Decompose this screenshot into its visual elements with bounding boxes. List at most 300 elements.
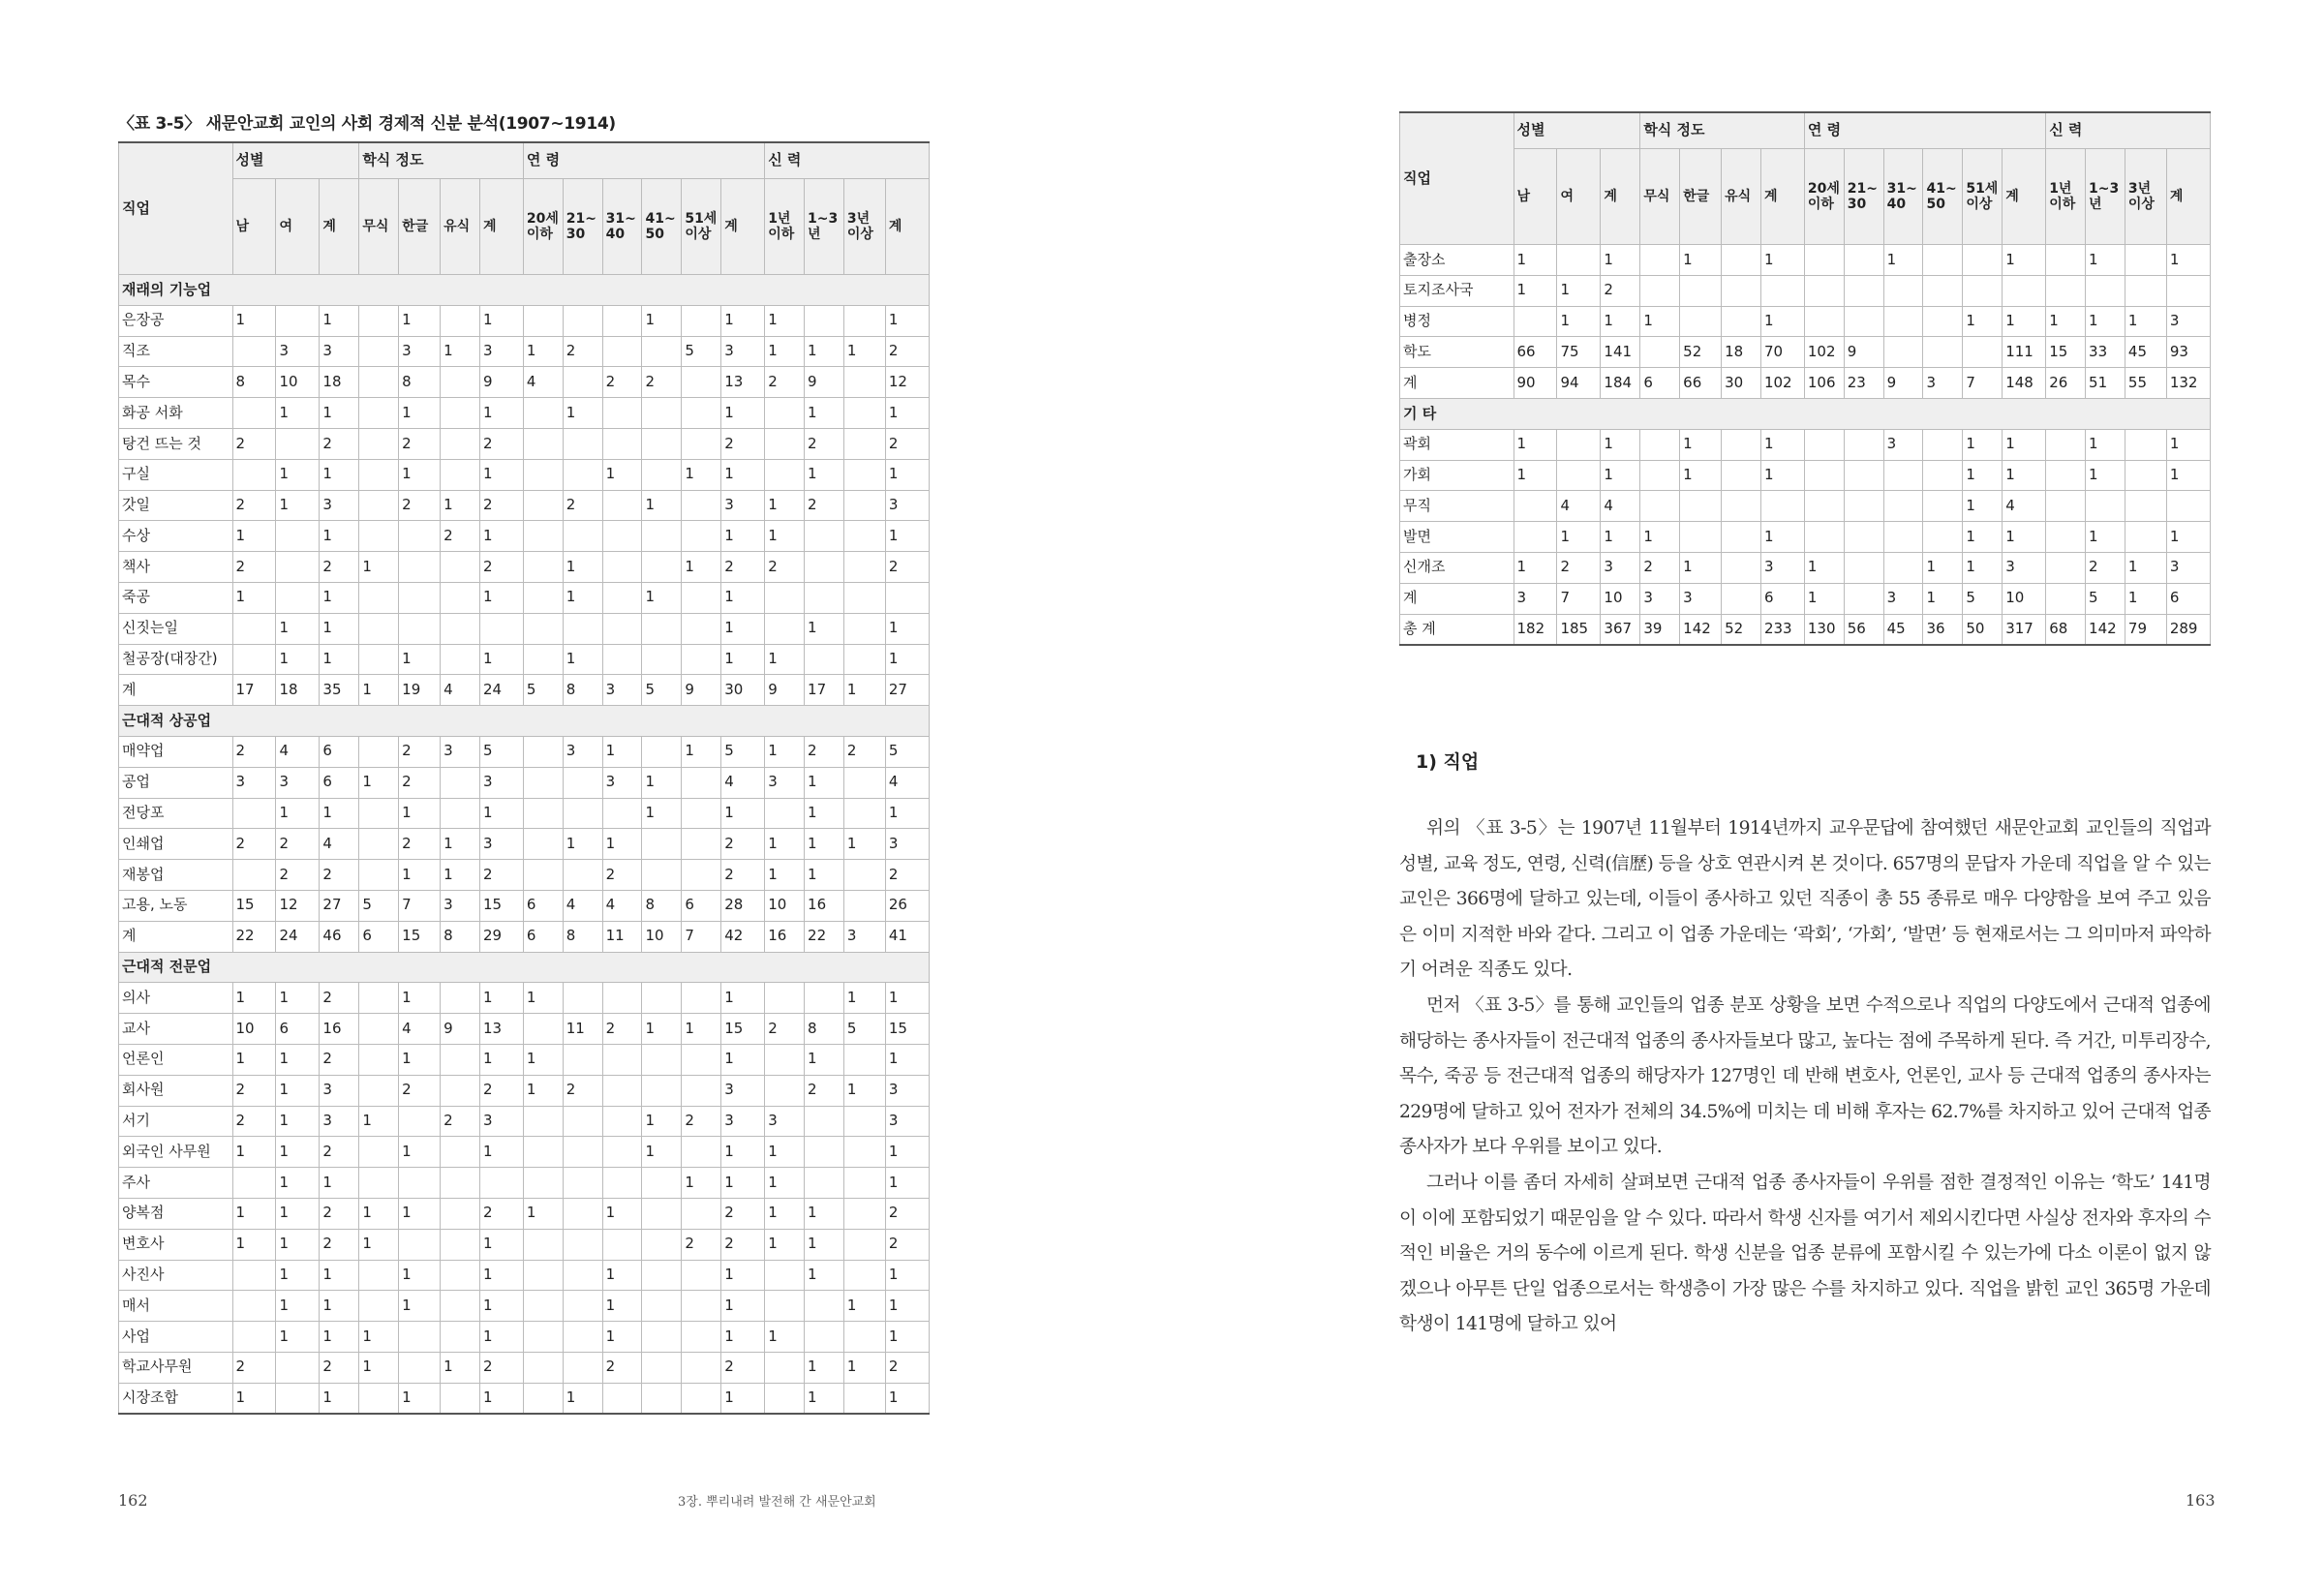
table-cell: 2 xyxy=(399,829,441,860)
table-cell: 1 xyxy=(1760,522,1804,553)
table-cell xyxy=(1722,522,1761,553)
table-cell xyxy=(359,983,399,1014)
table-cell: 2 xyxy=(399,490,441,521)
table-cell xyxy=(843,459,885,490)
table-cell xyxy=(441,552,480,583)
header-gender: 성별 xyxy=(232,142,359,179)
header-label: 계 xyxy=(1763,189,1778,204)
table-cell: 90 xyxy=(1514,368,1557,399)
table-cell xyxy=(399,1322,441,1353)
table-cell: 10 xyxy=(642,921,682,952)
table-cell xyxy=(805,1322,844,1353)
table-cell: 4 xyxy=(399,1014,441,1045)
table-cell xyxy=(563,1198,602,1229)
header-sum xyxy=(885,179,929,275)
table-cell: 1 xyxy=(1760,245,1804,276)
table-cell: 2 xyxy=(232,1352,276,1383)
table-cell xyxy=(523,1352,563,1383)
table-cell xyxy=(765,1260,805,1291)
table-row xyxy=(119,829,930,860)
table-cell xyxy=(843,1168,885,1199)
section-row xyxy=(119,706,930,737)
table-row xyxy=(119,582,930,613)
table-cell: 1 xyxy=(479,398,523,429)
table-cell: 1 xyxy=(1601,245,1640,276)
table-cell xyxy=(1844,522,1883,553)
table-cell xyxy=(843,1137,885,1168)
table-cell: 3 xyxy=(1883,583,1923,614)
table-cell: 1 xyxy=(885,1137,929,1168)
table-cell: 3 xyxy=(563,736,602,767)
table-cell: 1 xyxy=(276,1137,320,1168)
header-label: 계 xyxy=(2169,189,2184,204)
table-cell: 1 xyxy=(721,1168,765,1199)
header-job: 직업 xyxy=(1400,112,1514,245)
table-cell xyxy=(843,305,885,336)
table-cell: 2 xyxy=(721,428,765,459)
table-row xyxy=(119,644,930,675)
header-age4 xyxy=(1923,149,1963,245)
table-cell: 3 xyxy=(479,829,523,860)
row-label: 병정 xyxy=(1400,306,1514,337)
table-cell xyxy=(682,1291,721,1322)
table-row xyxy=(119,1106,930,1137)
table-cell xyxy=(682,1137,721,1168)
table-cell xyxy=(642,1322,682,1353)
table-cell: 2 xyxy=(805,1075,844,1106)
table-cell xyxy=(843,644,885,675)
table-cell: 1 xyxy=(1680,429,1722,460)
table-row xyxy=(119,613,930,644)
table-cell xyxy=(359,1168,399,1199)
table-cell: 41 xyxy=(885,921,929,952)
table-cell xyxy=(1804,245,1844,276)
table-cell: 1 xyxy=(359,1229,399,1260)
table-cell: 1 xyxy=(2003,245,2046,276)
table-cell: 1 xyxy=(602,736,642,767)
table-row xyxy=(119,1322,930,1353)
table-cell: 2 xyxy=(320,428,359,459)
table-row xyxy=(1400,245,2211,276)
table-cell: 1 xyxy=(1680,460,1722,491)
table-cell: 1 xyxy=(276,1291,320,1322)
table-row xyxy=(1400,491,2211,522)
table-cell: 111 xyxy=(2003,337,2046,368)
table-cell: 142 xyxy=(2086,614,2125,645)
table-cell xyxy=(1883,552,1923,583)
table-cell: 2 xyxy=(721,1198,765,1229)
table-cell: 1 xyxy=(843,1352,885,1383)
table-cell xyxy=(843,1106,885,1137)
table-cell: 130 xyxy=(1804,614,1844,645)
table-row xyxy=(1400,614,2211,645)
table-cell: 1 xyxy=(563,829,602,860)
table-cell: 2 xyxy=(721,1352,765,1383)
table-cell: 1 xyxy=(1963,522,2003,553)
table-cell: 4 xyxy=(885,767,929,798)
header-label: 여 xyxy=(1560,189,1574,204)
table-row xyxy=(1400,552,2211,583)
table-cell: 2 xyxy=(682,1106,721,1137)
table-cell: 1 xyxy=(885,1168,929,1199)
table-row xyxy=(119,890,930,921)
table-cell: 1 xyxy=(276,490,320,521)
row-label: 직조 xyxy=(119,336,233,367)
table-cell: 3 xyxy=(441,736,480,767)
table-row xyxy=(1400,275,2211,306)
table-cell: 1 xyxy=(399,798,441,829)
table-cell: 28 xyxy=(721,890,765,921)
header-sum xyxy=(1760,149,1804,245)
table-cell: 1 xyxy=(1640,306,1680,337)
table-cell: 1 xyxy=(2086,522,2125,553)
table-cell: 26 xyxy=(2046,368,2086,399)
table-cell: 1 xyxy=(805,1044,844,1075)
table-cell: 2 xyxy=(320,860,359,891)
table-cell: 1 xyxy=(721,521,765,552)
table-cell: 1 xyxy=(276,1168,320,1199)
table-cell xyxy=(642,1168,682,1199)
table-cell: 3 xyxy=(320,1075,359,1106)
table-cell: 2 xyxy=(805,736,844,767)
table-cell xyxy=(765,1291,805,1322)
table-cell xyxy=(602,428,642,459)
table-cell: 1 xyxy=(682,1168,721,1199)
header-label: 41~50 xyxy=(1926,181,1957,212)
table-cell xyxy=(1963,245,2003,276)
table-cell: 10 xyxy=(1601,583,1640,614)
table-cell: 93 xyxy=(2166,337,2210,368)
table-cell: 6 xyxy=(1640,368,1680,399)
table-cell: 5 xyxy=(721,736,765,767)
table-cell: 1 xyxy=(721,1044,765,1075)
table-cell: 1 xyxy=(721,644,765,675)
table-cell xyxy=(523,1137,563,1168)
table-cell xyxy=(1722,552,1761,583)
table-cell: 18 xyxy=(320,367,359,398)
table-cell xyxy=(441,1137,480,1168)
table-cell: 4 xyxy=(1557,491,1601,522)
table-cell xyxy=(682,613,721,644)
page-number-right: 163 xyxy=(2186,1491,2216,1510)
table-cell: 3 xyxy=(2166,552,2210,583)
table-cell: 1 xyxy=(479,305,523,336)
table-cell xyxy=(399,552,441,583)
table-cell: 1 xyxy=(2003,429,2046,460)
table-cell xyxy=(1640,275,1680,306)
table-cell: 10 xyxy=(765,890,805,921)
table-cell xyxy=(441,1260,480,1291)
table-cell: 1 xyxy=(523,983,563,1014)
table-cell: 2 xyxy=(441,521,480,552)
table-row xyxy=(119,336,930,367)
table-cell: 1 xyxy=(765,1168,805,1199)
table-cell: 2 xyxy=(276,860,320,891)
table-cell xyxy=(441,398,480,429)
table-cell xyxy=(642,552,682,583)
row-label: 토지조사국 xyxy=(1400,275,1514,306)
header-label: 계 xyxy=(2005,189,2019,204)
table-cell: 5 xyxy=(642,675,682,706)
table-cell xyxy=(523,582,563,613)
table-cell: 1 xyxy=(843,983,885,1014)
table-cell xyxy=(563,1352,602,1383)
table-cell: 1 xyxy=(885,1044,929,1075)
table-cell xyxy=(441,798,480,829)
table-cell: 3 xyxy=(602,767,642,798)
table-cell: 1 xyxy=(320,613,359,644)
table-cell: 1 xyxy=(1923,552,1963,583)
table-cell xyxy=(359,1383,399,1414)
table-cell: 1 xyxy=(765,1322,805,1353)
table-cell: 11 xyxy=(563,1014,602,1045)
table-cell xyxy=(523,1229,563,1260)
header-label: 3년이상 xyxy=(846,211,873,242)
header-label: 유식 xyxy=(443,219,471,234)
row-label: 학교사무원 xyxy=(119,1352,233,1383)
table-cell: 16 xyxy=(320,1014,359,1045)
table-row xyxy=(119,1137,930,1168)
table-cell xyxy=(642,1044,682,1075)
table-cell xyxy=(2046,552,2086,583)
table-cell: 1 xyxy=(2003,522,2046,553)
table-cell xyxy=(843,521,885,552)
table-cell xyxy=(359,428,399,459)
table-cell: 9 xyxy=(1844,337,1883,368)
header-age2 xyxy=(1844,149,1883,245)
table-cell xyxy=(232,1168,276,1199)
table-cell xyxy=(523,1322,563,1353)
table-cell xyxy=(2086,275,2125,306)
table-cell: 9 xyxy=(441,1014,480,1045)
table-cell xyxy=(602,398,642,429)
table-cell: 148 xyxy=(2003,368,2046,399)
table-cell: 18 xyxy=(276,675,320,706)
table-cell: 1 xyxy=(682,459,721,490)
header-label: 무식 xyxy=(1643,189,1670,204)
table-cell: 29 xyxy=(479,921,523,952)
table-cell xyxy=(441,582,480,613)
table-cell: 51 xyxy=(2086,368,2125,399)
table-cell: 3 xyxy=(276,336,320,367)
section-label: 근대적 상공업 xyxy=(119,706,930,737)
table-cell: 24 xyxy=(276,921,320,952)
table-cell xyxy=(682,1260,721,1291)
table-cell xyxy=(765,1044,805,1075)
table-cell xyxy=(1514,306,1557,337)
header-label: 1~3년 xyxy=(2089,181,2120,212)
table-cell: 3 xyxy=(441,890,480,921)
row-label: 계 xyxy=(1400,368,1514,399)
header-female xyxy=(276,179,320,275)
header-row xyxy=(1400,149,2211,245)
table-cell xyxy=(602,1075,642,1106)
header-age2 xyxy=(563,179,602,275)
table-cell xyxy=(441,1229,480,1260)
table-cell: 35 xyxy=(320,675,359,706)
table-cell xyxy=(1844,306,1883,337)
table-cell xyxy=(602,798,642,829)
table-cell: 1 xyxy=(805,613,844,644)
table-cell: 1 xyxy=(805,1198,844,1229)
table-cell xyxy=(1844,491,1883,522)
header-label: 무식 xyxy=(362,219,389,234)
table-cell xyxy=(1680,491,1722,522)
table-cell xyxy=(642,644,682,675)
table-cell xyxy=(563,1229,602,1260)
table-cell: 1 xyxy=(721,1137,765,1168)
table-cell xyxy=(2046,522,2086,553)
table-cell xyxy=(523,798,563,829)
table-cell xyxy=(2046,491,2086,522)
header-sum xyxy=(721,179,765,275)
table-cell: 1 xyxy=(1557,275,1601,306)
row-label: 매서 xyxy=(119,1291,233,1322)
table-cell xyxy=(523,459,563,490)
table-cell: 1 xyxy=(885,1322,929,1353)
header-male xyxy=(232,179,276,275)
table-cell xyxy=(441,367,480,398)
table-cell: 45 xyxy=(1883,614,1923,645)
table-cell: 1 xyxy=(765,1137,805,1168)
header-label: 21~30 xyxy=(566,211,596,242)
table-cell xyxy=(843,798,885,829)
section-label: 근대적 전문업 xyxy=(119,952,930,983)
row-label: 주사 xyxy=(119,1168,233,1199)
table-cell: 15 xyxy=(885,1014,929,1045)
table-cell xyxy=(276,1383,320,1414)
table-cell: 5 xyxy=(1963,583,2003,614)
table-cell: 5 xyxy=(479,736,523,767)
row-label: 사진사 xyxy=(119,1260,233,1291)
table-cell xyxy=(885,582,929,613)
row-label: 회사원 xyxy=(119,1075,233,1106)
table-cell xyxy=(1722,306,1761,337)
table-cell: 1 xyxy=(1680,552,1722,583)
table-cell xyxy=(523,829,563,860)
table-cell: 3 xyxy=(2166,306,2210,337)
table-cell xyxy=(441,1075,480,1106)
table-cell xyxy=(602,1383,642,1414)
table-cell xyxy=(1844,275,1883,306)
table-cell: 9 xyxy=(765,675,805,706)
table-cell: 1 xyxy=(232,1229,276,1260)
table-cell: 1 xyxy=(1963,552,2003,583)
table-cell: 106 xyxy=(1804,368,1844,399)
table-row xyxy=(1400,583,2211,614)
table-cell xyxy=(441,613,480,644)
table-cell: 8 xyxy=(232,367,276,398)
table-cell xyxy=(805,983,844,1014)
table-cell xyxy=(1923,491,1963,522)
table-cell xyxy=(642,1260,682,1291)
table-cell: 1 xyxy=(563,552,602,583)
header-age3 xyxy=(602,179,642,275)
table-cell: 1 xyxy=(441,860,480,891)
table-cell xyxy=(563,367,602,398)
table-cell: 1 xyxy=(805,459,844,490)
table-cell xyxy=(359,1014,399,1045)
table-cell xyxy=(1722,245,1761,276)
table-cell: 1 xyxy=(399,1137,441,1168)
table-cell: 1 xyxy=(721,305,765,336)
table-cell: 1 xyxy=(276,1260,320,1291)
table-cell xyxy=(441,305,480,336)
table-cell: 3 xyxy=(602,675,642,706)
table-row xyxy=(119,1044,930,1075)
table-cell: 6 xyxy=(523,890,563,921)
table-row xyxy=(1400,337,2211,368)
header-education: 학식 정도 xyxy=(1640,112,1805,149)
table-cell: 1 xyxy=(479,1291,523,1322)
table-cell: 1 xyxy=(765,1198,805,1229)
table-cell xyxy=(563,860,602,891)
table-cell: 2 xyxy=(563,1075,602,1106)
table-cell xyxy=(232,459,276,490)
table-cell: 2 xyxy=(1601,275,1640,306)
table-cell: 2 xyxy=(399,428,441,459)
row-label: 총 계 xyxy=(1400,614,1514,645)
table-cell: 1 xyxy=(232,1044,276,1075)
table-cell: 2 xyxy=(320,983,359,1014)
table-cell: 2 xyxy=(232,1106,276,1137)
table-cell: 2 xyxy=(1557,552,1601,583)
table-cell: 2 xyxy=(765,552,805,583)
table-cell: 1 xyxy=(479,1383,523,1414)
table-cell: 2 xyxy=(232,1075,276,1106)
section-row xyxy=(1400,398,2211,429)
table-cell: 2 xyxy=(232,829,276,860)
table-cell xyxy=(682,305,721,336)
table-cell: 4 xyxy=(523,367,563,398)
table-cell: 1 xyxy=(320,1291,359,1322)
table-cell xyxy=(523,1291,563,1322)
table-cell: 13 xyxy=(721,367,765,398)
table-cell: 1 xyxy=(2125,306,2166,337)
table-cell: 1 xyxy=(805,829,844,860)
table-cell: 66 xyxy=(1680,368,1722,399)
table-cell: 1 xyxy=(1963,429,2003,460)
table-row xyxy=(119,1075,930,1106)
table-row xyxy=(119,860,930,891)
table-cell xyxy=(1680,306,1722,337)
table-cell xyxy=(1804,275,1844,306)
table-cell xyxy=(2125,429,2166,460)
table-cell: 1 xyxy=(276,798,320,829)
header-sum xyxy=(320,179,359,275)
table-cell: 1 xyxy=(232,1137,276,1168)
table-cell: 3 xyxy=(1760,552,1804,583)
running-head: 3장. 뿌리내려 발전해 간 새문안교회 xyxy=(678,1495,876,1510)
header-label: 1~3년 xyxy=(808,211,839,242)
table-cell: 4 xyxy=(2003,491,2046,522)
table-cell: 1 xyxy=(885,1291,929,1322)
table-cell: 1 xyxy=(1963,491,2003,522)
table-cell xyxy=(642,860,682,891)
table-cell xyxy=(2125,460,2166,491)
table-cell xyxy=(1844,583,1883,614)
table-cell: 1 xyxy=(1557,522,1601,553)
table-cell: 30 xyxy=(1722,368,1761,399)
header-faith3 xyxy=(843,179,885,275)
table-cell: 42 xyxy=(721,921,765,952)
table-cell xyxy=(642,1229,682,1260)
table-cell: 1 xyxy=(479,644,523,675)
table-cell: 13 xyxy=(479,1014,523,1045)
table-cell: 1 xyxy=(320,1322,359,1353)
table-cell xyxy=(843,860,885,891)
table-cell: 18 xyxy=(1722,337,1761,368)
